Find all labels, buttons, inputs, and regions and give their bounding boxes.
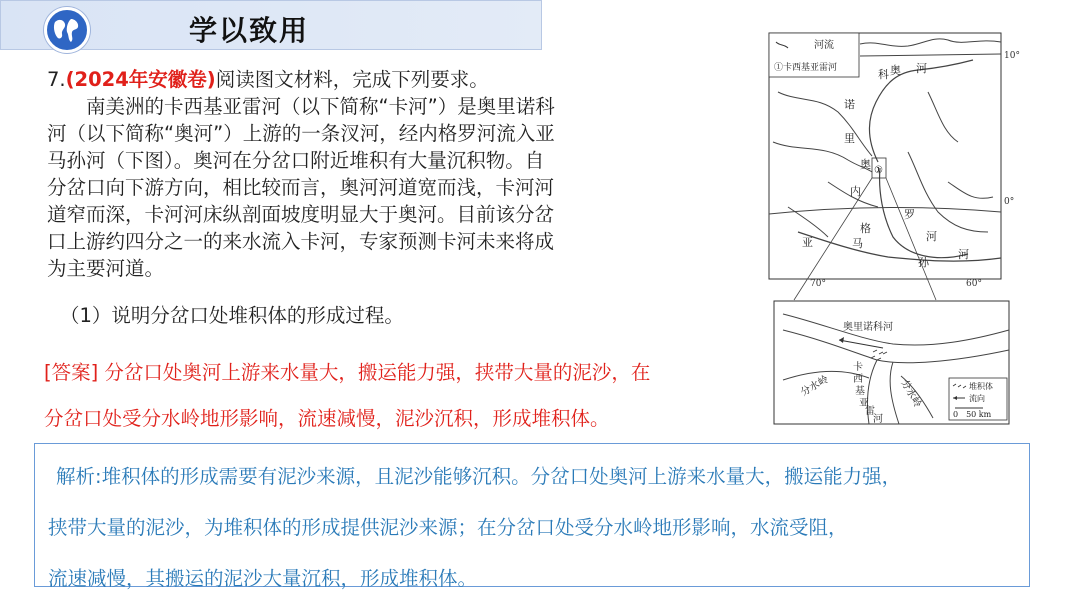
divide-label-right: 分水岭	[898, 378, 923, 410]
question-line: 河（以下简称“奥河”）上游的一条汊河，经内格罗河流入亚	[47, 122, 555, 145]
negro-char: 奥	[860, 158, 871, 171]
casiquiare-char: 基	[855, 386, 865, 397]
orinoco-char: 诺	[844, 98, 855, 111]
legend-deposit-label: 堆积体	[969, 382, 993, 391]
negro-char: 内	[850, 185, 861, 198]
orinoco-char: 里	[844, 132, 855, 145]
question-line: 马孙河（下图）。奥河在分岔口附近堆积有大量沉积物。自	[47, 149, 545, 172]
casiquiare-char: 雷	[865, 406, 875, 417]
legend-river-label: 河流	[814, 40, 834, 51]
question-number: 7.	[47, 68, 66, 91]
question-intro: 阅读图文材料，完成下列要求。	[215, 68, 489, 91]
analysis-line: 流速减慢，其搬运的泥沙大量沉积，形成堆积体。	[48, 567, 478, 590]
question-line: 道窄而深，卡河河床纵剖面坡度明显大于奥河。目前该分岔	[47, 203, 555, 226]
analysis-line: 解析:堆积体的形成需要有泥沙来源，且泥沙能够沉积。分岔口处奥河上游来水量大，搬运能力强，	[56, 465, 902, 488]
casiquiare-char: 卡	[853, 362, 863, 373]
section-header	[0, 0, 542, 50]
question-block	[47, 66, 647, 282]
amazon-char: 河	[958, 248, 969, 261]
question-line: 为主要河道。	[47, 257, 165, 280]
orinoco-inset-label: 奥里诺科河	[843, 322, 893, 333]
amazon-char: 孙	[918, 256, 929, 269]
casiquiare-char: 亚	[859, 398, 869, 409]
site-marker: ①	[874, 165, 883, 176]
analysis-box	[34, 443, 1030, 590]
scale-label: 0 50 km	[953, 410, 992, 419]
orinoco-char: 奥	[890, 64, 901, 77]
lat-0-label: 0°	[1004, 197, 1015, 207]
analysis-line: 挟带大量的泥沙，为堆积体的形成提供泥沙来源；在分岔口处受分水岭地形影响，水流受阻，	[48, 516, 848, 539]
question-source: (2024年安徽卷)	[65, 68, 216, 91]
lon-70-label: 70°	[810, 279, 826, 289]
question-heading	[47, 66, 647, 93]
negro-char: 格	[860, 222, 871, 235]
answer-line: 分岔口处受分水岭地形影响，流速减慢，泥沙沉积，形成堆积体。	[44, 407, 610, 430]
casiquiare-char: 西	[853, 374, 863, 385]
river-map	[768, 32, 1020, 289]
amazon-char: 亚	[802, 236, 813, 249]
legend-site-label: ①卡西基亚雷河	[774, 63, 838, 73]
lon-60-label: 60°	[966, 279, 982, 289]
negro-char: 河	[926, 230, 937, 243]
lat-10-label: 10°	[1004, 51, 1020, 61]
orinoco-char: 科	[878, 68, 889, 81]
inset-map	[773, 300, 1011, 425]
legend-flow-label: 流向	[969, 394, 985, 403]
divide-label-left: 分水岭	[799, 374, 831, 399]
amazon-char: 马	[852, 237, 863, 250]
sub-question: （1）说明分岔口处堆积体的形成过程。	[60, 304, 404, 327]
question-line: 口上游约四分之一的来水流入卡河，专家预测卡河未来将成	[47, 230, 555, 253]
question-line: 分岔口向下游方向，相比较而言，奥河河道宽而浅，卡河河	[47, 176, 555, 199]
page-title: 学以致用	[189, 14, 310, 47]
question-line: 南美洲的卡西基亚雷河（以下简称“卡河”）是奥里诺科	[86, 95, 555, 118]
orinoco-char: 河	[916, 62, 927, 75]
negro-char: 罗	[904, 208, 915, 221]
answer-line: [答案] 分岔口处奥河上游来水量大，搬运能力强，挟带大量的泥沙，在	[44, 361, 651, 384]
casiquiare-char: 河	[873, 414, 883, 425]
globe-icon	[44, 7, 90, 53]
